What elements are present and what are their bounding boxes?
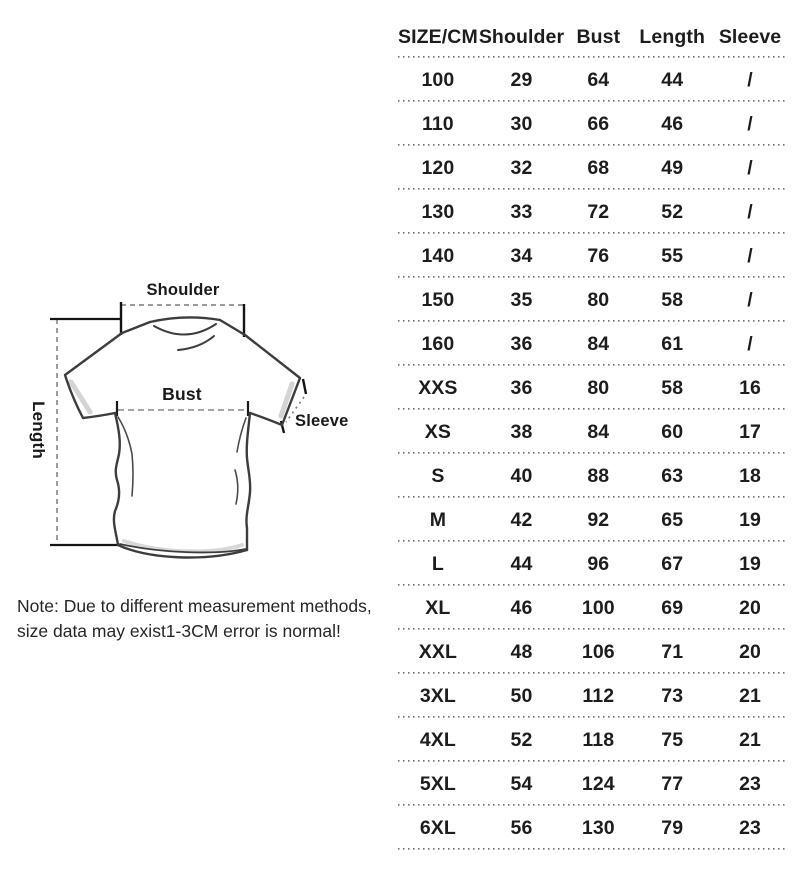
cell-bust: 84 (587, 420, 610, 443)
cell-size: L (431, 552, 444, 575)
cell-shoulder: 44 (510, 552, 533, 575)
cell-sleeve: 21 (739, 684, 761, 707)
bust-measure-label: Bust (162, 384, 202, 404)
table-row (398, 630, 787, 674)
table-row (398, 278, 787, 322)
cell-shoulder: 40 (510, 464, 533, 487)
cell-shoulder: 36 (510, 332, 533, 355)
shoulder-measure-label: Shoulder (146, 281, 220, 299)
cell-shoulder: 36 (510, 376, 533, 399)
cell-length: 73 (661, 684, 684, 707)
cell-sleeve: 18 (739, 464, 761, 487)
cell-shoulder: 56 (510, 816, 533, 839)
cell-sleeve: / (747, 68, 753, 91)
column-header-size: SIZE/CM (398, 26, 478, 48)
sleeve-measure-label: Sleeve (295, 412, 349, 430)
cell-length: 77 (661, 772, 684, 795)
table-row (398, 762, 787, 806)
cell-bust: 112 (582, 684, 615, 707)
measurement-diagram (0, 0, 398, 882)
table-row (398, 58, 787, 102)
cell-sleeve: 20 (739, 640, 761, 663)
cell-length: 44 (661, 68, 684, 91)
cell-size: 3XL (419, 684, 456, 707)
cell-length: 52 (661, 200, 684, 223)
cell-size: 6XL (419, 816, 456, 839)
cell-length: 61 (661, 332, 684, 355)
note-line-2: size data may exist1-3CM error is normal! (17, 620, 341, 641)
cell-bust: 80 (587, 376, 610, 399)
measurement-note (17, 594, 372, 643)
cell-shoulder: 48 (510, 640, 533, 663)
table-header-row (398, 17, 787, 58)
cell-shoulder: 46 (510, 596, 533, 619)
measurement-lines (50, 302, 306, 545)
cell-shoulder: 54 (510, 772, 533, 795)
cell-size: 4XL (419, 728, 456, 751)
table-row (398, 542, 787, 586)
cell-bust: 92 (587, 508, 610, 531)
cell-size: S (431, 464, 445, 487)
cell-bust: 84 (587, 332, 610, 355)
cell-sleeve: / (747, 244, 753, 267)
cell-length: 60 (661, 420, 684, 443)
table-row (398, 586, 787, 630)
cell-sleeve: / (747, 156, 753, 179)
cell-sleeve: 16 (739, 376, 761, 399)
cell-length: 67 (661, 552, 684, 575)
cell-length: 79 (661, 816, 684, 839)
cell-length: 65 (661, 508, 684, 531)
table-row (398, 410, 787, 454)
table-row (398, 718, 787, 762)
cell-bust: 130 (581, 816, 615, 839)
cell-sleeve: 23 (739, 816, 761, 839)
cell-bust: 124 (581, 772, 615, 795)
cell-size: XL (425, 596, 451, 619)
cell-shoulder: 38 (510, 420, 533, 443)
cell-bust: 72 (587, 200, 610, 223)
length-measure-label: Length (29, 401, 48, 459)
cell-bust: 88 (587, 464, 610, 487)
cell-size: 140 (421, 244, 455, 267)
cell-sleeve: / (747, 332, 753, 355)
cell-sleeve: / (747, 200, 753, 223)
column-header-sleeve: Sleeve (718, 26, 782, 48)
cell-bust: 100 (581, 596, 615, 619)
cell-shoulder: 33 (510, 200, 533, 223)
cell-shoulder: 50 (510, 684, 533, 707)
cell-size: XXL (418, 640, 457, 663)
cell-shoulder: 42 (510, 508, 533, 531)
table-row (398, 498, 787, 542)
cell-shoulder: 29 (510, 68, 533, 91)
cell-bust: 68 (587, 156, 610, 179)
table-row (398, 190, 787, 234)
cell-size: 150 (421, 288, 455, 311)
cell-size: 100 (421, 68, 455, 91)
cell-bust: 64 (587, 68, 610, 91)
cell-sleeve: 19 (739, 508, 761, 531)
table-row (398, 146, 787, 190)
cell-bust: 106 (581, 640, 615, 663)
table-row (398, 102, 787, 146)
cell-sleeve: 17 (739, 420, 761, 443)
note-line-1: Note: Due to different measurement methods, (17, 596, 372, 616)
cell-length: 58 (661, 376, 684, 399)
cell-length: 63 (661, 464, 684, 487)
cell-bust: 96 (587, 552, 610, 575)
cell-shoulder: 52 (510, 728, 533, 751)
cell-bust: 80 (587, 288, 610, 311)
cell-sleeve: 23 (739, 772, 761, 795)
cell-shoulder: 34 (510, 244, 533, 267)
cell-bust: 76 (587, 244, 610, 267)
cell-bust: 118 (582, 728, 615, 751)
table-row (398, 454, 787, 498)
cell-sleeve: 21 (739, 728, 761, 751)
cell-length: 75 (661, 728, 684, 751)
table-row (398, 322, 787, 366)
column-header-bust: Bust (576, 26, 621, 48)
tshirt-outline (65, 317, 300, 557)
cell-shoulder: 30 (510, 112, 533, 135)
column-header-shoulder: Shoulder (478, 26, 565, 48)
cell-sleeve: 20 (739, 596, 761, 619)
cell-length: 55 (661, 244, 684, 267)
table-row (398, 806, 787, 850)
column-header-length: Length (639, 26, 706, 48)
cell-size: 5XL (419, 772, 456, 795)
cell-length: 71 (661, 640, 684, 663)
cell-size: 110 (421, 112, 454, 135)
cell-length: 58 (661, 288, 684, 311)
cell-length: 49 (661, 156, 684, 179)
table-row (398, 234, 787, 278)
table-row (398, 674, 787, 718)
cell-sleeve: / (747, 288, 753, 311)
cell-shoulder: 32 (510, 156, 533, 179)
cell-size: M (429, 508, 447, 531)
cell-sleeve: 19 (739, 552, 761, 575)
cell-size: XS (424, 420, 451, 443)
size-table (398, 17, 787, 850)
cell-size: 120 (421, 156, 455, 179)
cell-size: 130 (421, 200, 455, 223)
table-row (398, 366, 787, 410)
cell-size: XXS (418, 376, 458, 399)
table-body (398, 58, 787, 850)
cell-bust: 66 (587, 112, 610, 135)
cell-length: 69 (661, 596, 684, 619)
cell-sleeve: / (747, 112, 753, 135)
cell-size: 160 (421, 332, 455, 355)
cell-shoulder: 35 (510, 288, 533, 311)
cell-length: 46 (661, 112, 684, 135)
